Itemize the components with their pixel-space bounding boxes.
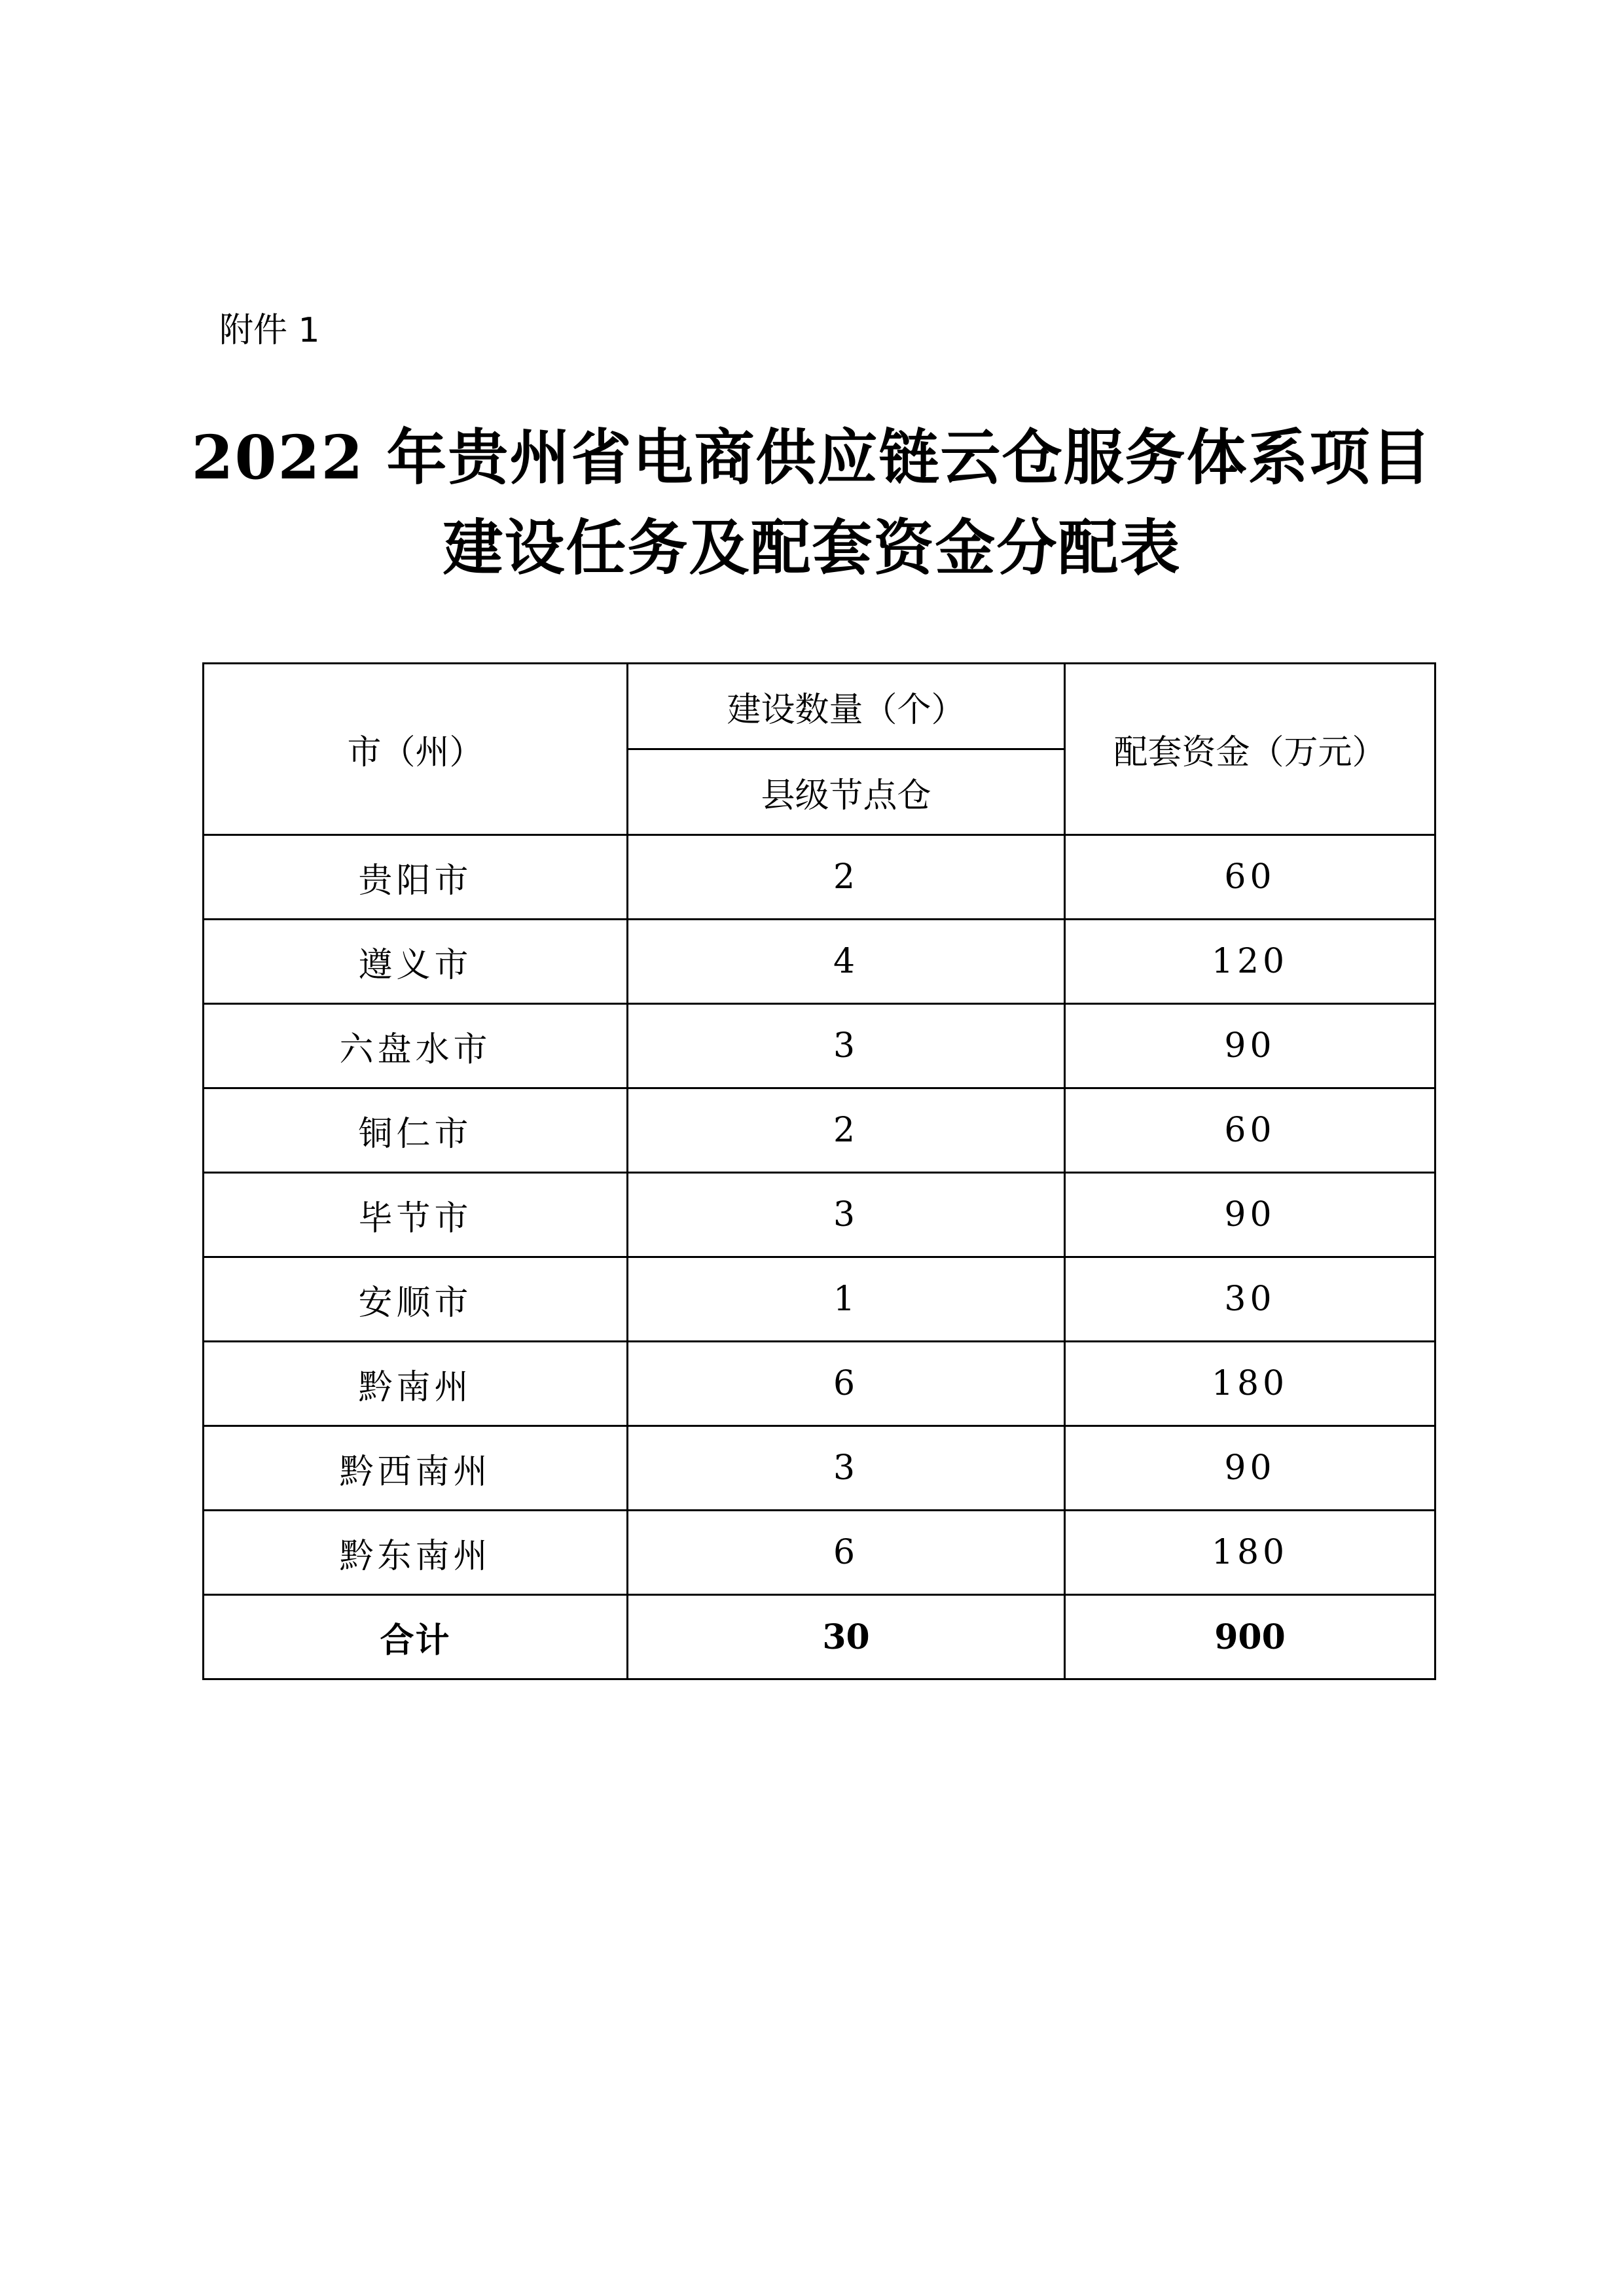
cell-city: 黔西南州 — [204, 1426, 628, 1511]
table-total-row — [204, 1595, 1435, 1679]
cell-count: 1 — [628, 1257, 1065, 1342]
cell-funds: 120 — [1065, 920, 1435, 1004]
header-quantity-group: 建设数量（个） — [628, 664, 1065, 749]
table-row — [204, 1426, 1435, 1511]
table-row — [204, 1088, 1435, 1173]
cell-city: 六盘水市 — [204, 1004, 628, 1088]
title-line-2: 建设任务及配套资金分配表 — [442, 512, 1182, 583]
cell-count: 2 — [628, 1088, 1065, 1173]
cell-city: 安顺市 — [204, 1257, 628, 1342]
table-row — [204, 1173, 1435, 1257]
cell-city: 铜仁市 — [204, 1088, 628, 1173]
total-label: 合计 — [204, 1595, 628, 1679]
table-row — [204, 1257, 1435, 1342]
cell-count: 3 — [628, 1173, 1065, 1257]
document-title — [0, 412, 1624, 593]
cell-count: 6 — [628, 1511, 1065, 1595]
cell-funds: 180 — [1065, 1342, 1435, 1426]
cell-count: 3 — [628, 1004, 1065, 1088]
cell-count: 3 — [628, 1426, 1065, 1511]
total-count: 30 — [628, 1595, 1065, 1679]
cell-city: 遵义市 — [204, 920, 628, 1004]
cell-funds: 90 — [1065, 1426, 1435, 1511]
title-line-1: 2022 年贵州省电商供应链云仓服务体系项目 — [191, 422, 1433, 493]
allocation-table — [202, 662, 1436, 1680]
table-row — [204, 920, 1435, 1004]
cell-count: 4 — [628, 920, 1065, 1004]
cell-funds: 90 — [1065, 1004, 1435, 1088]
header-quantity-sub: 县级节点仓 — [628, 749, 1065, 835]
cell-city: 毕节市 — [204, 1173, 628, 1257]
cell-city: 黔南州 — [204, 1342, 628, 1426]
cell-funds: 60 — [1065, 1088, 1435, 1173]
table-row — [204, 1511, 1435, 1595]
cell-funds: 30 — [1065, 1257, 1435, 1342]
header-city: 市（州） — [204, 664, 628, 835]
attachment-label: 附件 1 — [219, 311, 320, 350]
table-row — [204, 1004, 1435, 1088]
cell-funds: 90 — [1065, 1173, 1435, 1257]
header-funds: 配套资金（万元） — [1065, 664, 1435, 835]
table-row — [204, 1342, 1435, 1426]
cell-city: 贵阳市 — [204, 835, 628, 920]
cell-funds: 180 — [1065, 1511, 1435, 1595]
cell-funds: 60 — [1065, 835, 1435, 920]
cell-count: 2 — [628, 835, 1065, 920]
cell-count: 6 — [628, 1342, 1065, 1426]
table-row — [204, 835, 1435, 920]
cell-city: 黔东南州 — [204, 1511, 628, 1595]
total-funds: 900 — [1065, 1595, 1435, 1679]
table-header-row — [204, 664, 1435, 749]
